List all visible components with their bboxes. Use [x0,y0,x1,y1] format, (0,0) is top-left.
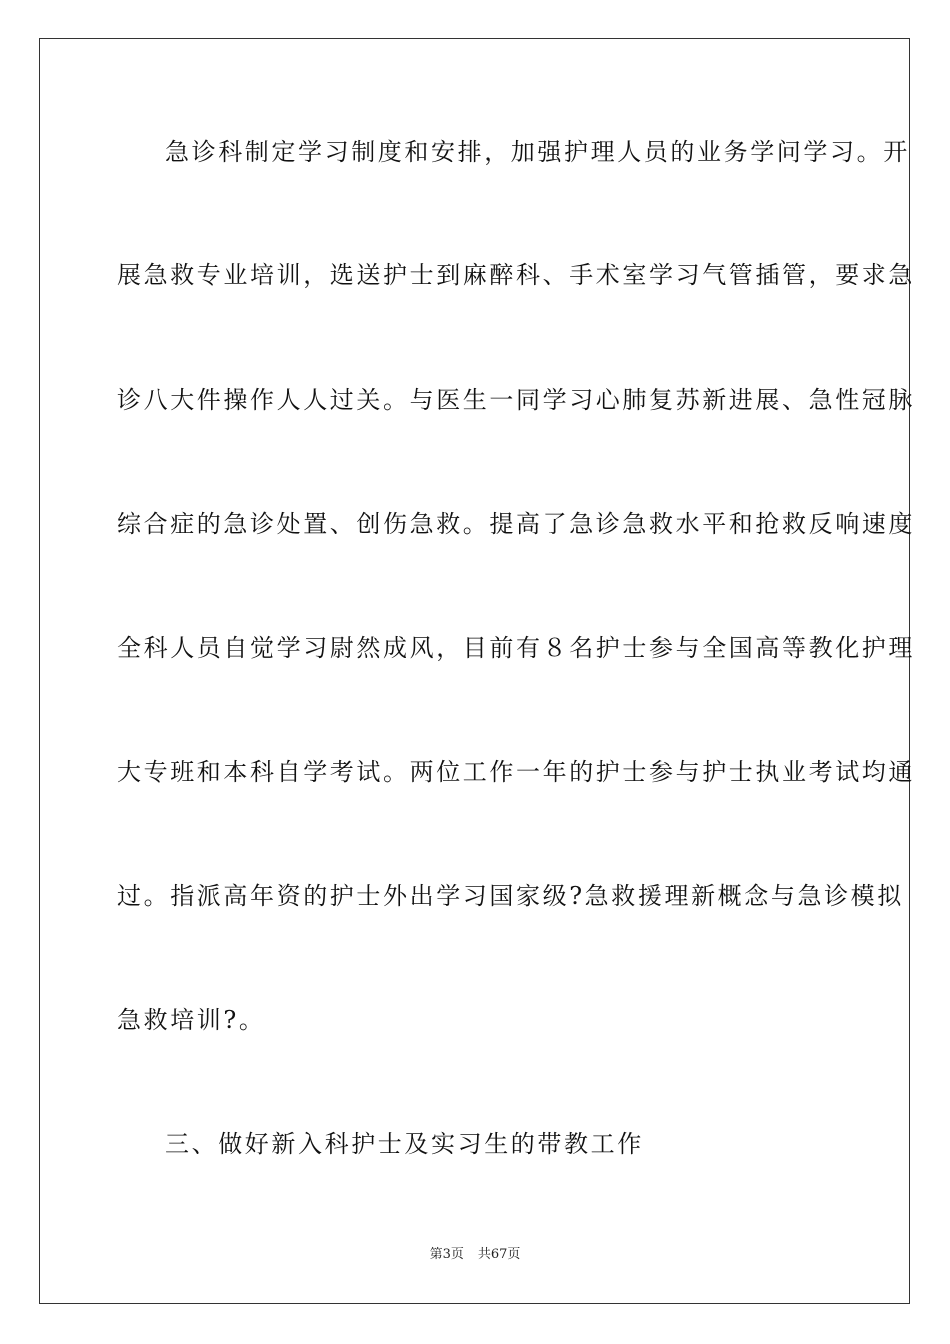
paragraph-line-6: 大专班和本科自学考试。两位工作一年的护士参与护士执业考试均通 [117,758,915,786]
paragraph-line-4: 综合症的急诊处置、创伤急救。提高了急诊急救水平和抢救反响速度 [117,510,915,538]
page-number: 第3页 [429,1247,464,1262]
section-heading: 三、做好新入科护士及实习生的带教工作 [165,1130,644,1158]
page-frame [39,38,915,1304]
paragraph-line-8: 急救培训?。 [117,1006,266,1034]
paragraph-line-7: 过。指派高年资的护士外出学习国家级?急救援理新概念与急诊模拟 [117,882,904,910]
paragraph-line-5: 全科人员自觉学习尉然成风，目前有８名护士参与全国高等教化护理 [117,634,915,662]
paragraph-line-3: 诊八大件操作人人过关。与医生一同学习心肺复苏新进展、急性冠脉 [117,386,915,414]
paragraph-line-2: 展急救专业培训，选送护士到麻醉科、手术室学习气管插管，要求急 [117,261,915,289]
page-footer [0,1247,950,1263]
page-total: 共67页 [477,1247,521,1262]
paragraph-line-1: 急诊科制定学习制度和安排，加强护理人员的业务学问学习。开 [165,138,910,166]
